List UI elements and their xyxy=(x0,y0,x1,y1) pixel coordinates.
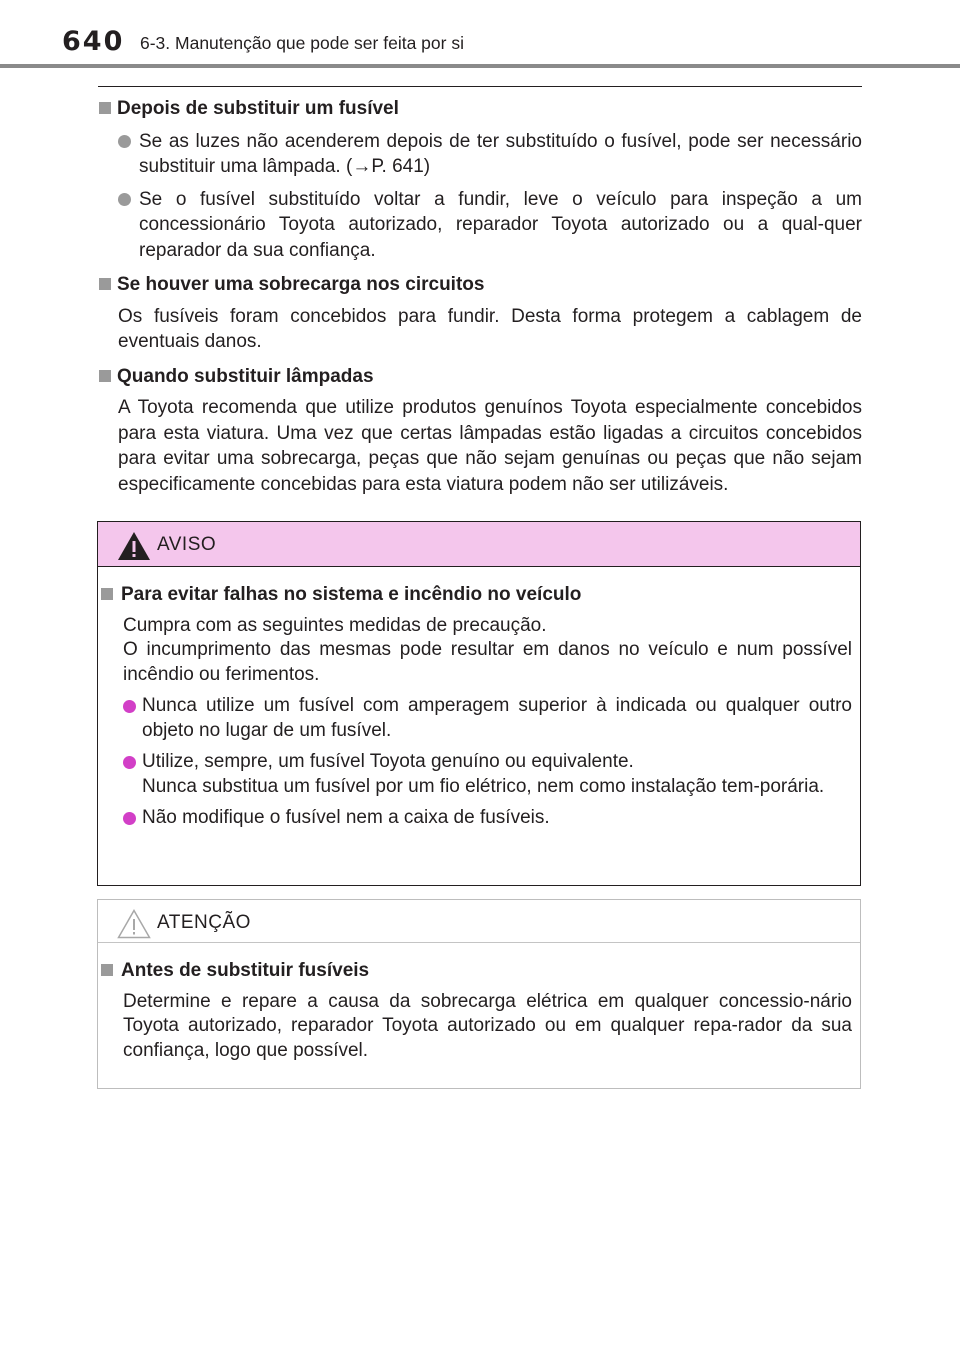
caution-triangle-icon xyxy=(117,909,151,939)
atencao-label: ATENÇÃO xyxy=(157,912,251,933)
aviso-box xyxy=(97,521,861,886)
list-item: Não modifique o fusível nem a caixa de fusíveis. xyxy=(98,806,852,831)
aviso-label: AVISO xyxy=(157,534,217,555)
round-bullet-icon xyxy=(123,700,136,713)
round-bullet-icon xyxy=(123,812,136,825)
round-bullet-icon xyxy=(123,756,136,769)
header-divider xyxy=(0,64,960,68)
section-after-fuse xyxy=(97,96,862,263)
square-bullet-icon xyxy=(99,102,111,114)
aviso-header xyxy=(98,522,860,567)
round-bullet-icon xyxy=(118,135,131,148)
section-title: Quando substituir lâmpadas xyxy=(117,365,374,387)
chapter-title: 6-3. Manutenção que pode ser feita por si xyxy=(140,33,464,53)
round-bullet-icon xyxy=(118,193,131,206)
list-item: Utilize, sempre, um fusível Toyota genuíno ou equivalente. Nunca substitua um fusível por um fio elétrico, nem como instalação tem-porária. xyxy=(98,750,852,799)
section-overload xyxy=(97,272,862,355)
page-number: 640 xyxy=(62,26,125,57)
atencao-header xyxy=(98,900,860,943)
atencao-box xyxy=(97,899,861,1089)
section-text: A Toyota recomenda que utilize produtos genuínos Toyota especialmente concebidos para esta viatura. Uma vez que certas lâmpadas estão ligadas a circuitos concebidos para evitar uma sobrecarga, peças que não sejam genuínas ou peças que não sejam especificamente concebidas para esta viatura podem não ser utilizáveis. xyxy=(118,397,862,495)
section-title: Se houver uma sobrecarga nos circuitos xyxy=(117,274,485,295)
content-divider xyxy=(98,86,862,87)
list-item: Se o fusível substituído voltar a fundir, leve o veículo para inspeção a um concessionário Toyota autorizado, reparador Toyota autorizado ou a qual-quer reparador da sua confiança. xyxy=(97,187,862,264)
aviso-text: O incumprimento das mesmas pode resultar em danos no veículo e num possível incêndio ou ferimentos. xyxy=(123,639,852,685)
atencao-title: Antes de substituir fusíveis xyxy=(121,960,370,981)
section-text: Os fusíveis foram concebidos para fundir. Desta forma protegem a cablagem de eventuais danos. xyxy=(118,305,862,352)
main-content xyxy=(97,96,862,506)
square-bullet-icon xyxy=(101,588,113,600)
warning-triangle-icon xyxy=(117,531,151,561)
square-bullet-icon xyxy=(101,964,113,976)
section-title: Depois de substituir um fusível xyxy=(117,98,399,119)
page-header xyxy=(0,0,960,70)
square-bullet-icon xyxy=(99,370,111,382)
atencao-text: Determine e repare a causa da sobrecarga elétrica em qualquer concessio-nário Toyota autorizado, reparador Toyota autorizado ou em qualquer repa-rador da sua confiança, logo que possível. xyxy=(123,990,852,1061)
aviso-text: Cumpra com as seguintes medidas de precaução. xyxy=(123,614,547,636)
section-bulbs xyxy=(97,364,862,498)
square-bullet-icon xyxy=(99,278,111,290)
list-item: Se as luzes não acenderem depois de ter substituído o fusível, pode ser necessário substituir uma lâmpada. (→P. 641) xyxy=(97,129,862,180)
list-item: Nunca utilize um fusível com amperagem superior à indicada ou qualquer outro objeto no lugar de um fusível. xyxy=(98,694,852,743)
aviso-title: Para evitar falhas no sistema e incêndio no veículo xyxy=(121,584,582,605)
